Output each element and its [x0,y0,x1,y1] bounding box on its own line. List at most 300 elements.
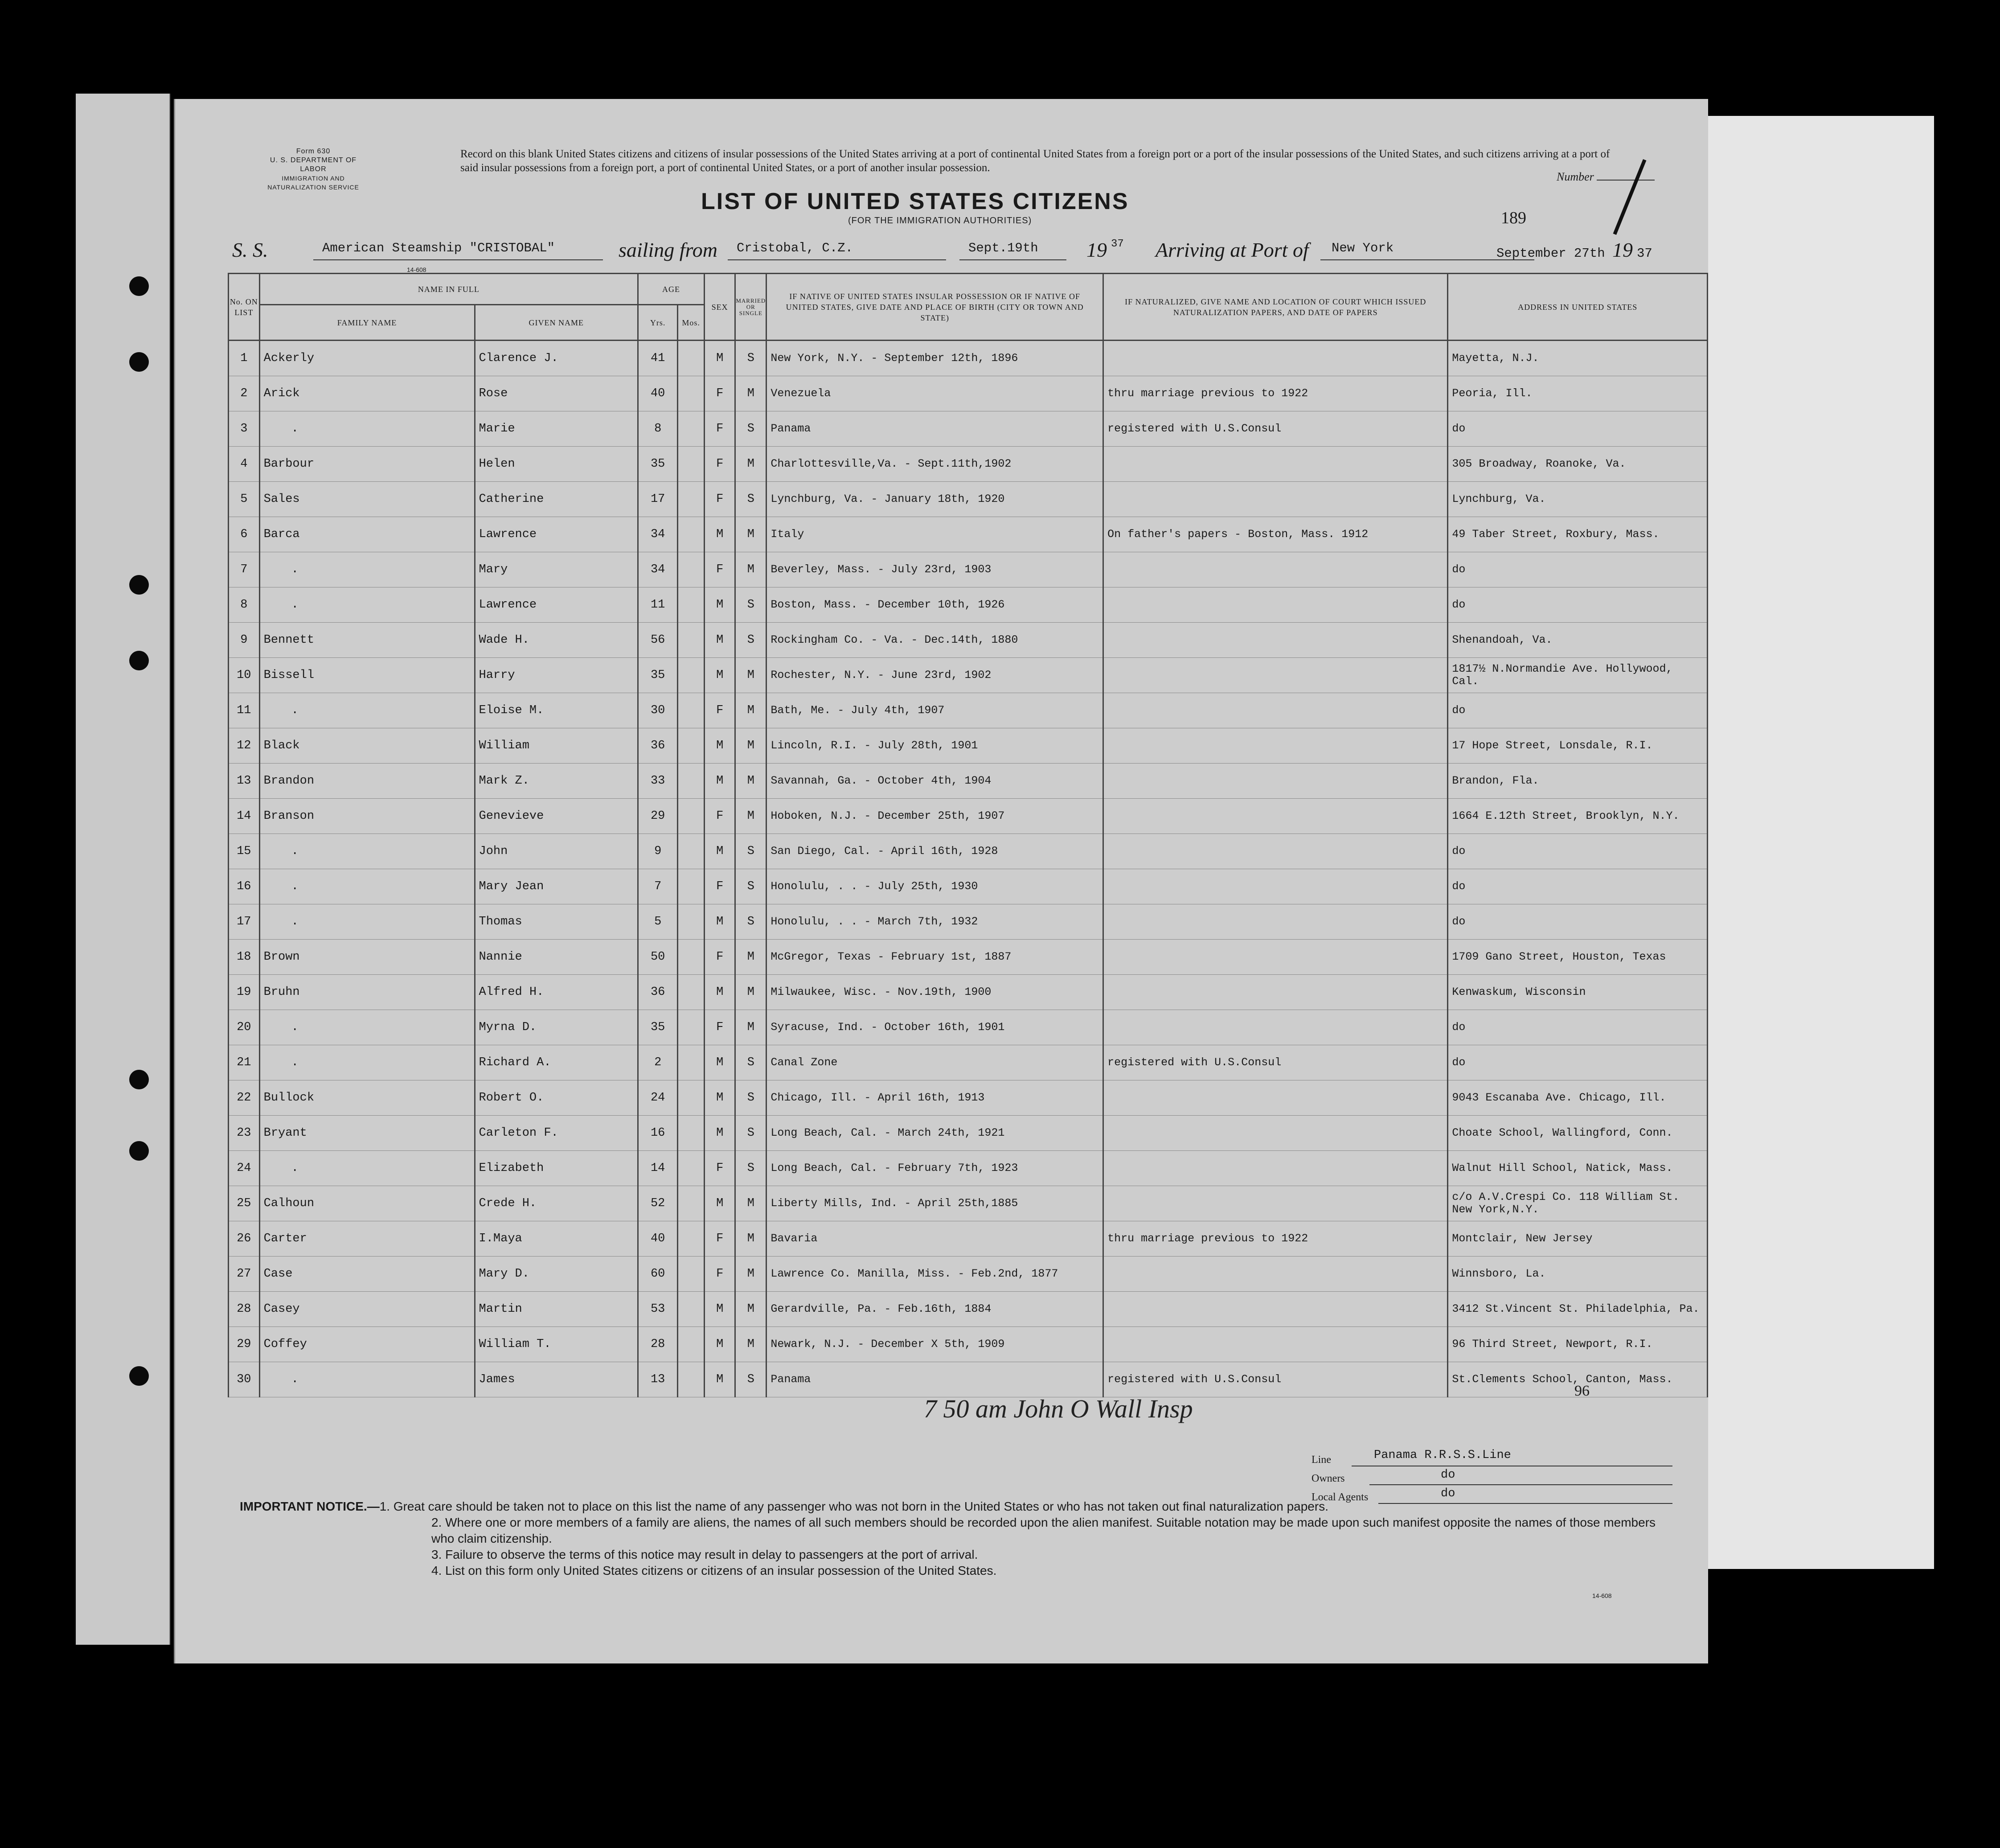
col-naturalized: IF NATURALIZED, GIVE NAME AND LOCATION OF COURT WHICH ISSUED NATURALIZATION PAPERS, AND DATE OF PAPERS [1103,274,1448,341]
birth-place-date: Syracuse, Ind. - October 16th, 1901 [766,1010,1103,1045]
table-row [229,482,1708,517]
family-name: Calhoun [259,1186,475,1221]
vessel-name: American Steamship "CRISTOBAL" [322,241,555,255]
age-years: 8 [638,411,678,447]
birth-place-date: Canal Zone [766,1045,1103,1080]
binder-hole [129,1141,149,1161]
sex: F [704,482,735,517]
line-label: Line [1311,1454,1331,1466]
marital-status: M [735,693,766,728]
form-header-block [260,147,367,192]
us-address: do [1448,904,1708,940]
age-years: 35 [638,447,678,482]
us-address: 96 Third Street, Newport, R.I. [1448,1327,1708,1362]
marital-status: S [735,1116,766,1151]
col-no: No. ON LIST [229,274,260,341]
table-row [229,658,1708,693]
naturalization: thru marriage previous to 1922 [1103,1221,1448,1257]
age-years: 9 [638,834,678,869]
age-years: 60 [638,1257,678,1292]
row-number: 10 [229,658,260,693]
arrival-date: September 27th [1496,246,1605,261]
birth-place-date: Long Beach, Cal. - February 7th, 1923 [766,1151,1103,1186]
us-address: Brandon, Fla. [1448,764,1708,799]
us-address: Kenwaskum, Wisconsin [1448,975,1708,1010]
naturalization [1103,1116,1448,1151]
given-name: Nannie [475,940,638,975]
birth-place-date: Panama [766,411,1103,447]
naturalization: thru marriage previous to 1922 [1103,376,1448,411]
table-row [229,1362,1708,1397]
birth-place-date: Italy [766,517,1103,552]
naturalization [1103,1151,1448,1186]
age-months [678,904,705,940]
arrival-year: 37 [1637,246,1652,261]
arrival-port: New York [1332,241,1394,255]
table-row [229,623,1708,658]
age-years: 17 [638,482,678,517]
sex: F [704,1151,735,1186]
owners-value: do [1441,1468,1455,1482]
notice-item-4: 4. List on this form only United States citizens or citizens of an insular possession of the United States. [431,1564,997,1577]
sex: M [704,904,735,940]
family-name: Ackerly [259,341,475,376]
naturalization [1103,587,1448,623]
age-years: 28 [638,1327,678,1362]
birth-place-date: McGregor, Texas - February 1st, 1887 [766,940,1103,975]
page-total: 96 [1574,1383,1590,1399]
birth-place-date: Savannah, Ga. - October 4th, 1904 [766,764,1103,799]
birth-place-date: San Diego, Cal. - April 16th, 1928 [766,834,1103,869]
given-name: Elizabeth [475,1151,638,1186]
us-address: Mayetta, N.J. [1448,341,1708,376]
naturalization [1103,975,1448,1010]
age-months [678,1080,705,1116]
given-name: Clarence J. [475,341,638,376]
table-row [229,1116,1708,1151]
naturalization: On father's papers - Boston, Mass. 1912 [1103,517,1448,552]
age-years: 34 [638,517,678,552]
us-address: 305 Broadway, Roanoke, Va. [1448,447,1708,482]
row-number: 4 [229,447,260,482]
us-address: 49 Taber Street, Roxbury, Mass. [1448,517,1708,552]
marital-status: M [735,975,766,1010]
row-number: 6 [229,517,260,552]
row-number: 12 [229,728,260,764]
sex: M [704,517,735,552]
table-row [229,904,1708,940]
birth-place-date: Lincoln, R.I. - July 28th, 1901 [766,728,1103,764]
naturalization [1103,623,1448,658]
form-instructions: Record on this blank United States citizens and citizens of insular possessions of the United States arriving at a port of continental United States from a foreign port or a port of the insular possessions of the United States, and such citizens arriving at a port of said insular possessions from a foreign port, a port of continental United States, or a port of another insular possession. [460,148,1610,174]
marital-status: M [735,658,766,693]
us-address: Walnut Hill School, Natick, Mass. [1448,1151,1708,1186]
family-name: . [259,904,475,940]
marital-status: M [735,1292,766,1327]
row-number: 21 [229,1045,260,1080]
us-address: do [1448,869,1708,904]
naturalization: registered with U.S.Consul [1103,1362,1448,1397]
binder-hole [129,1366,149,1386]
age-years: 34 [638,552,678,587]
naturalization [1103,447,1448,482]
row-number: 5 [229,482,260,517]
notice-label: IMPORTANT NOTICE.— [240,1499,380,1513]
col-yrs: Yrs. [638,305,678,341]
table-row [229,1010,1708,1045]
us-address: do [1448,552,1708,587]
marital-status: S [735,1362,766,1397]
given-name: William T. [475,1327,638,1362]
table-row [229,1292,1708,1327]
given-name: Mark Z. [475,764,638,799]
ss-label: S. S. [232,238,268,261]
given-name: Thomas [475,904,638,940]
sex: M [704,341,735,376]
family-name: Coffey [259,1327,475,1362]
sex: F [704,447,735,482]
us-address: Winnsboro, La. [1448,1257,1708,1292]
family-name: Carter [259,1221,475,1257]
binder-hole [129,651,149,670]
marital-status: S [735,834,766,869]
us-address: do [1448,834,1708,869]
us-address: 3412 St.Vincent St. Philadelphia, Pa. [1448,1292,1708,1327]
family-name: Bruhn [259,975,475,1010]
table-row [229,834,1708,869]
age-years: 40 [638,1221,678,1257]
given-name: Lawrence [475,517,638,552]
table-row [229,587,1708,623]
col-given-name: GIVEN NAME [475,305,638,341]
age-months [678,447,705,482]
age-years: 29 [638,799,678,834]
agents-label: Local Agents [1311,1491,1369,1503]
age-years: 13 [638,1362,678,1397]
marital-status: M [735,1221,766,1257]
row-number: 13 [229,764,260,799]
marital-status: S [735,1080,766,1116]
birth-place-date: Panama [766,1362,1103,1397]
table-row [229,940,1708,975]
binder-hole [129,575,149,595]
row-number: 11 [229,693,260,728]
table-row [229,341,1708,376]
birth-place-date: Rochester, N.Y. - June 23rd, 1902 [766,658,1103,693]
col-age: AGE [638,274,705,305]
marital-status: S [735,411,766,447]
marital-status: M [735,728,766,764]
col-name-in-full: NAME IN FULL [259,274,638,305]
us-address: 9043 Escanaba Ave. Chicago, Ill. [1448,1080,1708,1116]
age-months [678,869,705,904]
age-months [678,1292,705,1327]
marital-status: M [735,552,766,587]
row-number: 28 [229,1292,260,1327]
age-years: 50 [638,940,678,975]
naturalization [1103,799,1448,834]
sex: F [704,376,735,411]
marital-status: S [735,587,766,623]
birth-place-date: Rockingham Co. - Va. - Dec.14th, 1880 [766,623,1103,658]
naturalization [1103,1327,1448,1362]
table-row [229,552,1708,587]
given-name: Mary D. [475,1257,638,1292]
naturalization [1103,341,1448,376]
table-row [229,728,1708,764]
family-name: . [259,411,475,447]
sex: F [704,1221,735,1257]
marital-status: M [735,447,766,482]
marital-status: M [735,799,766,834]
us-address: do [1448,411,1708,447]
col-mos: Mos. [678,305,705,341]
table-row [229,376,1708,411]
us-address: 1664 E.12th Street, Brooklyn, N.Y. [1448,799,1708,834]
manifest-page [174,99,1708,1663]
age-months [678,1327,705,1362]
family-name: . [259,1045,475,1080]
given-name: Martin [475,1292,638,1327]
us-address: 17 Hope Street, Lonsdale, R.I. [1448,728,1708,764]
us-address: do [1448,1045,1708,1080]
sailing-date: Sept.19th [968,241,1038,255]
age-months [678,764,705,799]
birth-place-date: Venezuela [766,376,1103,411]
marital-status: M [735,1186,766,1221]
birth-place-date: Lawrence Co. Manilla, Miss. - Feb.2nd, 1877 [766,1257,1103,1292]
row-number: 29 [229,1327,260,1362]
table-row [229,869,1708,904]
important-notice [240,1499,1666,1579]
birth-place-date: Honolulu, . . - March 7th, 1932 [766,904,1103,940]
table-row [229,975,1708,1010]
sex: M [704,1292,735,1327]
age-months [678,1010,705,1045]
line-value: Panama R.R.S.S.Line [1374,1449,1511,1462]
naturalization [1103,869,1448,904]
given-name: I.Maya [475,1221,638,1257]
sex: M [704,764,735,799]
row-number: 1 [229,341,260,376]
row-number: 22 [229,1080,260,1116]
marital-status: M [735,1257,766,1292]
family-name: Barbour [259,447,475,482]
arriving-label: Arriving at Port of [1156,238,1309,261]
marital-status: M [735,376,766,411]
family-name: Barca [259,517,475,552]
col-sex: SEX [704,274,735,341]
col-family-name: FAMILY NAME [259,305,475,341]
sex: F [704,411,735,447]
naturalization [1103,904,1448,940]
naturalization [1103,940,1448,975]
naturalization [1103,764,1448,799]
age-years: 11 [638,587,678,623]
sex: M [704,1116,735,1151]
family-name: . [259,1362,475,1397]
family-name: Bryant [259,1116,475,1151]
arrival-year-prefix: 19 [1612,238,1633,261]
age-months [678,1221,705,1257]
marital-status: S [735,869,766,904]
sex: M [704,834,735,869]
table-row [229,1221,1708,1257]
table-row [229,447,1708,482]
naturalization: registered with U.S.Consul [1103,411,1448,447]
age-months [678,1045,705,1080]
sex: F [704,869,735,904]
sex: M [704,1080,735,1116]
us-address: c/o A.V.Crespi Co. 118 William St. New York,N.Y. [1448,1186,1708,1221]
given-name: Myrna D. [475,1010,638,1045]
row-number: 18 [229,940,260,975]
given-name: Mary [475,552,638,587]
sex: F [704,799,735,834]
birth-place-date: Liberty Mills, Ind. - April 25th,1885 [766,1186,1103,1221]
department-name: U. S. DEPARTMENT OF LABOR [270,156,357,173]
table-row [229,693,1708,728]
birth-place-date: Lynchburg, Va. - January 18th, 1920 [766,482,1103,517]
sex: F [704,552,735,587]
sex: M [704,1045,735,1080]
page-title: LIST OF UNITED STATES CITIZENS [701,189,1129,214]
row-number: 15 [229,834,260,869]
sex: F [704,940,735,975]
age-months [678,411,705,447]
naturalization [1103,1186,1448,1221]
age-years: 5 [638,904,678,940]
table-row [229,1327,1708,1362]
marital-status: S [735,1045,766,1080]
notice-item-2: 2. Where one or more members of a family are aliens, the names of all such members should be recorded upon the alien manifest. Suitable notation may be made upon such manifest opposite the names of those members who claim citizenship. [431,1515,1656,1545]
family-name: Bennett [259,623,475,658]
birth-place-date: Hoboken, N.J. - December 25th, 1907 [766,799,1103,834]
given-name: Eloise M. [475,693,638,728]
sex: M [704,587,735,623]
sailing-from-label: sailing from [619,238,717,261]
given-name: Catherine [475,482,638,517]
table-row [229,1045,1708,1080]
table-row [229,1257,1708,1292]
marital-status: S [735,1151,766,1186]
age-years: 14 [638,1151,678,1186]
age-months [678,1116,705,1151]
birth-place-date: Gerardville, Pa. - Feb.16th, 1884 [766,1292,1103,1327]
family-name: . [259,693,475,728]
birth-place-date: Bavaria [766,1221,1103,1257]
given-name: Genevieve [475,799,638,834]
given-name: John [475,834,638,869]
col-address: ADDRESS IN UNITED STATES [1448,274,1708,341]
age-years: 35 [638,1010,678,1045]
row-number: 27 [229,1257,260,1292]
age-months [678,341,705,376]
naturalization [1103,1010,1448,1045]
birth-place-date: Bath, Me. - July 4th, 1907 [766,693,1103,728]
marital-status: M [735,1327,766,1362]
col-birth: IF NATIVE OF UNITED STATES INSULAR POSSESSION OR IF NATIVE OF UNITED STATES, GIVE DATE AND PLACE OF BIRTH (CITY OR TOWN AND STATE) [766,274,1103,341]
birth-place-date: Charlottesville,Va. - Sept.11th,1902 [766,447,1103,482]
birth-place-date: Newark, N.J. - December X 5th, 1909 [766,1327,1103,1362]
age-months [678,693,705,728]
age-months [678,517,705,552]
binder-hole [129,276,149,296]
given-name: Robert O. [475,1080,638,1116]
age-months [678,552,705,587]
row-number: 9 [229,623,260,658]
page-subtitle: (FOR THE IMMIGRATION AUTHORITIES) [848,216,1032,226]
naturalization [1103,1080,1448,1116]
age-years: 33 [638,764,678,799]
age-months [678,623,705,658]
binder-hole [129,1070,149,1089]
age-years: 7 [638,869,678,904]
age-years: 36 [638,975,678,1010]
naturalization [1103,693,1448,728]
naturalization [1103,1292,1448,1327]
family-name: Bullock [259,1080,475,1116]
number-label: Number [1557,170,1655,184]
table-row [229,799,1708,834]
back-sheet-left [76,94,170,1645]
year-prefix: 19 [1086,238,1107,261]
age-years: 41 [638,341,678,376]
age-months [678,1257,705,1292]
row-number: 30 [229,1362,260,1397]
row-number: 8 [229,587,260,623]
page-number: 189 [1501,209,1526,227]
age-months [678,940,705,975]
given-name: Harry [475,658,638,693]
table-row [229,1151,1708,1186]
agents-value: do [1441,1487,1455,1500]
sex: M [704,658,735,693]
naturalization [1103,728,1448,764]
family-name: . [259,587,475,623]
notice-item-1: 1. Great care should be taken not to place on this list the name of any passenger who was not born in the United States or who has not taken out final naturalization papers. [379,1499,1328,1513]
us-address: Peoria, Ill. [1448,376,1708,411]
given-name: Rose [475,376,638,411]
row-number: 14 [229,799,260,834]
sex: M [704,1186,735,1221]
age-years: 24 [638,1080,678,1116]
naturalization [1103,658,1448,693]
birth-place-date: Chicago, Ill. - April 16th, 1913 [766,1080,1103,1116]
age-months [678,975,705,1010]
age-years: 30 [638,693,678,728]
form-number: Form 630 [296,148,331,155]
us-address: Montclair, New Jersey [1448,1221,1708,1257]
sex: M [704,1362,735,1397]
birth-place-date: Milwaukee, Wisc. - Nov.19th, 1900 [766,975,1103,1010]
family-name: Brown [259,940,475,975]
age-years: 56 [638,623,678,658]
age-months [678,376,705,411]
family-name: Bissell [259,658,475,693]
given-name: Lawrence [475,587,638,623]
form-code: 14-608 [1592,1592,1612,1599]
given-name: Carleton F. [475,1116,638,1151]
binder-hole [129,352,149,372]
age-years: 40 [638,376,678,411]
sailing-from-port: Cristobal, C.Z. [737,241,853,255]
marital-status: M [735,764,766,799]
us-address: Lynchburg, Va. [1448,482,1708,517]
given-name: Richard A. [475,1045,638,1080]
us-address: Shenandoah, Va. [1448,623,1708,658]
age-years: 36 [638,728,678,764]
